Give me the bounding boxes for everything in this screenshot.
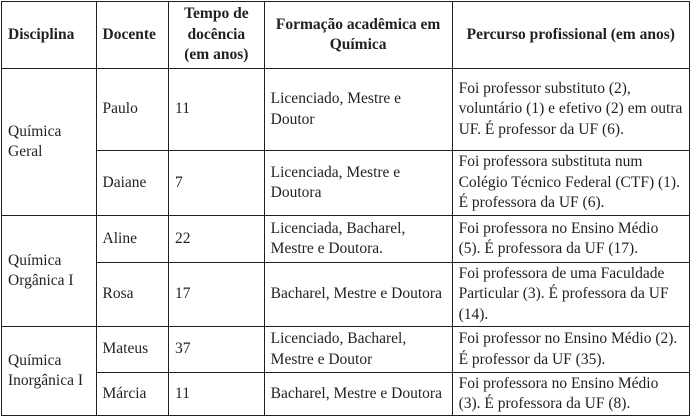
tempo-cell: 7: [169, 151, 265, 216]
percurso-cell: Foi professora de uma Faculdade Particular (3). É professora da UF (14).: [452, 263, 689, 327]
docente-cell: Aline: [96, 216, 169, 263]
percurso-cell: Foi professor substituto (2), voluntário (1) e efetivo (2) em outra UF. É professor da UF (6).: [452, 69, 689, 151]
disciplina-cell: Química Orgânica I: [2, 216, 97, 327]
disciplina-cell: Química Inorgânica I: [2, 327, 97, 416]
docente-cell: Mateus: [96, 327, 169, 373]
docente-cell: Rosa: [96, 263, 169, 327]
docente-cell: Márcia: [96, 373, 169, 416]
header-percurso: Percurso profissional (em anos): [452, 2, 689, 69]
formacao-cell: Bacharel, Mestre e Doutora: [264, 263, 452, 327]
percurso-cell: Foi professor no Ensino Médio (2). É professor da UF (35).: [452, 327, 689, 373]
table-row: [2, 373, 690, 416]
header-docente: Docente: [96, 2, 169, 69]
header-tempo-docencia: Tempo de docência (em anos): [169, 2, 265, 69]
table-row: [2, 216, 690, 263]
tempo-cell: 17: [169, 263, 265, 327]
table-row: [2, 151, 690, 216]
formacao-cell: Bacharel, Mestre e Doutora: [264, 373, 452, 416]
teachers-table: [1, 1, 690, 416]
docente-cell: Paulo: [96, 69, 169, 151]
table-row: [2, 69, 690, 151]
formacao-cell: Licenciada, Mestre e Doutora: [264, 151, 452, 216]
header-row: [2, 2, 690, 69]
percurso-cell: Foi professora no Ensino Médio (5). É professora da UF (17).: [452, 216, 689, 263]
header-formacao: Formação acadêmica em Química: [264, 2, 452, 69]
header-disciplina: Disciplina: [2, 2, 97, 69]
table-row: [2, 263, 690, 327]
table-row: [2, 327, 690, 373]
tempo-cell: 22: [169, 216, 265, 263]
percurso-cell: Foi professora substituta num Colégio Técnico Federal (CTF) (1). É professora da UF (6).: [452, 151, 689, 216]
formacao-cell: Licenciado, Bacharel, Mestre e Doutor: [264, 327, 452, 373]
percurso-cell: Foi professora no Ensino Médio (3). É professora da UF (8).: [452, 373, 689, 416]
tempo-cell: 11: [169, 373, 265, 416]
tempo-cell: 37: [169, 327, 265, 373]
formacao-cell: Licenciado, Mestre e Doutor: [264, 69, 452, 151]
tempo-cell: 11: [169, 69, 265, 151]
disciplina-cell: Química Geral: [2, 69, 97, 216]
docente-cell: Daiane: [96, 151, 169, 216]
formacao-cell: Licenciada, Bacharel, Mestre e Doutora.: [264, 216, 452, 263]
